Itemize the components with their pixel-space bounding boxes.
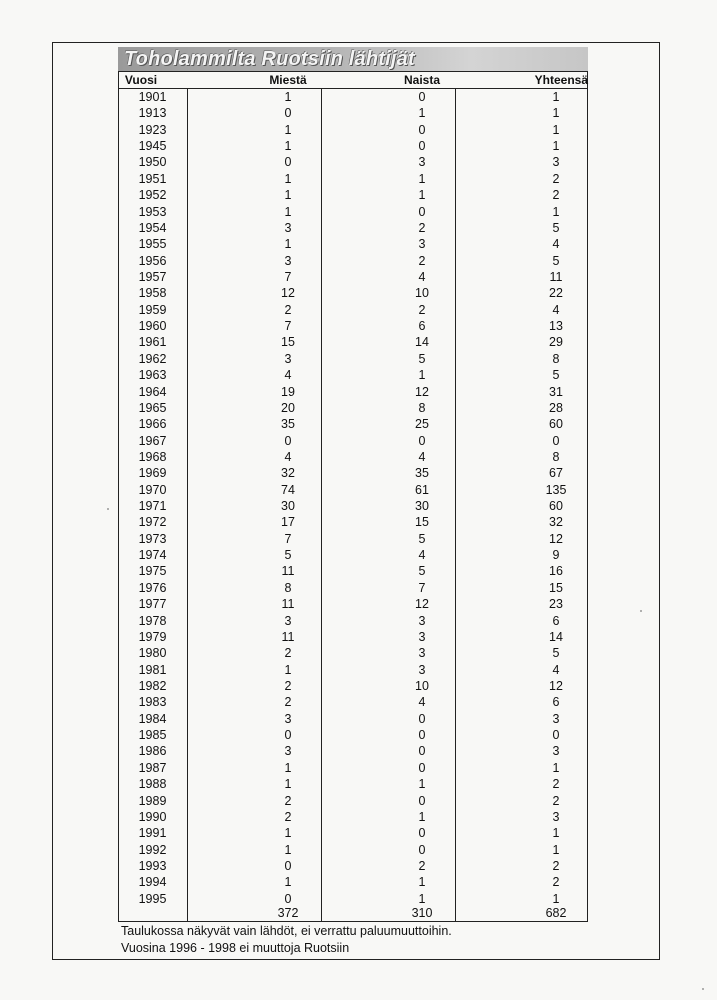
row-year: 1970 (138, 482, 167, 497)
row-men: 11 (281, 564, 295, 579)
row-total: 4 (552, 302, 560, 317)
row-year: 1956 (138, 253, 167, 268)
row-year: 1992 (138, 842, 167, 857)
row-women: 25 (415, 417, 429, 432)
row-year: 1950 (138, 155, 167, 170)
row-men: 1 (284, 662, 292, 677)
row-women: 61 (415, 482, 429, 497)
row-total: 8 (552, 351, 560, 366)
row-men: 17 (281, 515, 295, 530)
row-year: 1967 (138, 433, 167, 448)
row-total: 2 (552, 171, 560, 186)
row-year: 1968 (138, 449, 167, 464)
row-total: 1 (552, 842, 560, 857)
total-all: 682 (545, 906, 567, 920)
row-total: 4 (552, 237, 560, 252)
row-men: 32 (281, 466, 295, 481)
row-women: 4 (418, 270, 426, 284)
row-men: 3 (284, 253, 292, 268)
row-women: 3 (418, 662, 426, 677)
row-year: 1973 (138, 531, 167, 546)
row-total: 0 (552, 433, 560, 448)
row-total: 6 (552, 695, 560, 710)
row-women: 1 (418, 368, 426, 383)
row-year: 1986 (138, 744, 167, 759)
row-men: 1 (284, 777, 292, 792)
row-total: 8 (552, 449, 560, 464)
row-total: 5 (552, 646, 560, 661)
row-total: 9 (552, 548, 560, 563)
row-women: 1 (418, 777, 426, 792)
row-women: 0 (418, 122, 426, 137)
row-total: 135 (545, 482, 567, 497)
row-men: 35 (281, 417, 295, 432)
row-men: 3 (284, 744, 292, 759)
row-women: 1 (418, 891, 426, 906)
row-men: 3 (284, 711, 292, 726)
row-year: 1951 (138, 171, 167, 186)
row-women: 3 (418, 613, 426, 628)
row-year: 1984 (138, 711, 167, 726)
note-no-moves: Vuosina 1996 - 1998 ei muuttoja Ruotsiin (121, 941, 350, 955)
row-total: 60 (549, 499, 563, 513)
row-women: 2 (418, 858, 426, 873)
row-total: 23 (549, 597, 563, 612)
row-men: 0 (284, 155, 292, 170)
table-title: Toholammilta Ruotsiin lähtijät (124, 48, 415, 70)
row-women: 10 (415, 679, 429, 693)
row-women: 3 (418, 237, 426, 252)
note-returns: Taulukossa näkyvät vain lähdöt, ei verrattu paluumuuttoihin. (121, 924, 452, 938)
row-total: 22 (549, 286, 563, 301)
row-men: 1 (284, 237, 292, 252)
row-total: 3 (552, 744, 560, 759)
row-year: 1963 (138, 368, 167, 383)
row-year: 1952 (138, 188, 167, 203)
row-year: 1964 (138, 384, 167, 399)
row-year: 1991 (138, 826, 167, 841)
row-women: 4 (418, 548, 426, 563)
row-men: 30 (281, 499, 295, 513)
row-total: 1 (552, 139, 560, 154)
row-women: 5 (418, 531, 426, 546)
row-total: 3 (552, 155, 560, 170)
row-total: 15 (549, 580, 563, 595)
row-men: 0 (284, 728, 292, 742)
row-total: 1 (552, 826, 560, 841)
title-banner (118, 47, 588, 71)
row-year: 1977 (138, 597, 167, 612)
row-men: 3 (284, 613, 292, 628)
row-men: 0 (284, 891, 292, 906)
row-women: 2 (418, 253, 426, 268)
row-men: 20 (281, 400, 295, 415)
row-women: 0 (418, 793, 426, 808)
row-men: 7 (284, 270, 292, 284)
header-women: Naista (403, 73, 441, 87)
row-men: 12 (281, 286, 295, 301)
row-women: 15 (415, 515, 429, 530)
total-women: 310 (411, 906, 433, 920)
row-women: 3 (418, 155, 426, 170)
row-men: 19 (281, 384, 295, 399)
row-year: 1954 (138, 220, 167, 235)
row-women: 0 (418, 842, 426, 857)
row-total: 4 (552, 662, 560, 677)
row-women: 0 (418, 826, 426, 841)
row-men: 2 (284, 793, 292, 808)
row-men: 11 (281, 629, 295, 644)
header-total: Yhteensä (534, 73, 588, 87)
row-women: 4 (418, 695, 426, 710)
row-women: 10 (415, 286, 429, 301)
row-men: 3 (284, 220, 292, 235)
row-year: 1957 (138, 270, 167, 284)
row-women: 1 (418, 875, 426, 890)
row-women: 0 (418, 760, 426, 775)
row-year: 1959 (138, 302, 167, 317)
row-year: 1995 (138, 891, 167, 906)
row-women: 8 (418, 400, 426, 415)
row-women: 0 (418, 744, 426, 759)
row-men: 7 (284, 319, 292, 333)
row-total: 0 (552, 728, 560, 742)
row-total: 12 (549, 679, 563, 693)
row-year: 1965 (138, 400, 167, 415)
row-women: 2 (418, 220, 426, 235)
row-women: 1 (418, 106, 426, 121)
row-year: 1962 (138, 351, 167, 366)
row-women: 0 (418, 728, 426, 742)
row-year: 1913 (138, 106, 167, 121)
row-women: 5 (418, 564, 426, 579)
row-women: 3 (418, 629, 426, 644)
row-total: 14 (549, 629, 563, 644)
row-total: 1 (552, 204, 560, 219)
row-men: 1 (284, 826, 292, 841)
row-total: 1 (552, 122, 560, 137)
row-women: 12 (415, 384, 429, 399)
row-total: 3 (552, 809, 560, 824)
row-women: 1 (418, 171, 426, 186)
row-men: 2 (284, 679, 292, 693)
header-men: Miestä (269, 73, 307, 87)
row-men: 74 (281, 482, 295, 497)
row-men: 1 (284, 139, 292, 154)
row-total: 3 (552, 711, 560, 726)
row-women: 35 (415, 466, 429, 481)
row-year: 1958 (138, 286, 167, 301)
row-year: 1981 (138, 662, 167, 677)
scan-speck (107, 508, 109, 510)
row-year: 1953 (138, 204, 167, 219)
row-women: 7 (418, 580, 426, 595)
row-women: 1 (418, 809, 426, 824)
row-women: 30 (415, 499, 429, 513)
row-total: 32 (549, 515, 563, 530)
row-men: 1 (284, 171, 292, 186)
row-year: 1945 (138, 139, 167, 154)
row-total: 31 (549, 384, 563, 399)
row-total: 29 (549, 335, 563, 350)
row-women: 0 (418, 433, 426, 448)
row-women: 6 (418, 319, 426, 333)
row-men: 11 (281, 597, 295, 612)
row-men: 1 (284, 204, 292, 219)
row-men: 2 (284, 646, 292, 661)
row-year: 1960 (138, 319, 167, 333)
scan-speck (640, 610, 642, 612)
row-year: 1989 (138, 793, 167, 808)
row-men: 3 (284, 351, 292, 366)
row-women: 2 (418, 302, 426, 317)
row-total: 2 (552, 777, 560, 792)
row-year: 1972 (138, 515, 167, 530)
row-women: 0 (418, 204, 426, 219)
row-total: 2 (552, 858, 560, 873)
row-year: 1975 (138, 564, 167, 579)
row-year: 1971 (138, 499, 167, 513)
header-year: Vuosi (124, 73, 158, 87)
row-total: 5 (552, 253, 560, 268)
row-total: 11 (549, 270, 563, 284)
row-year: 1955 (138, 237, 167, 252)
row-year: 1923 (138, 122, 167, 137)
row-total: 12 (549, 531, 563, 546)
row-total: 1 (552, 90, 560, 104)
row-women: 3 (418, 646, 426, 661)
row-year: 1966 (138, 417, 167, 432)
row-men: 2 (284, 302, 292, 317)
row-women: 5 (418, 351, 426, 366)
row-men: 4 (284, 368, 292, 383)
row-men: 0 (284, 433, 292, 448)
row-year: 1979 (138, 629, 167, 644)
row-men: 2 (284, 809, 292, 824)
row-total: 2 (552, 793, 560, 808)
row-total: 2 (552, 875, 560, 890)
row-year: 1901 (138, 90, 167, 104)
row-women: 0 (418, 139, 426, 154)
row-men: 7 (284, 531, 292, 546)
row-year: 1990 (138, 809, 167, 824)
row-total: 60 (549, 417, 563, 432)
row-women: 0 (418, 90, 426, 104)
row-women: 1 (418, 188, 426, 203)
row-total: 1 (552, 106, 560, 121)
row-men: 1 (284, 842, 292, 857)
row-year: 1993 (138, 858, 167, 873)
row-year: 1974 (138, 548, 167, 563)
row-women: 4 (418, 449, 426, 464)
row-year: 1976 (138, 580, 167, 595)
row-total: 2 (552, 188, 560, 203)
row-total: 6 (552, 613, 560, 628)
row-men: 4 (284, 449, 292, 464)
row-year: 1978 (138, 613, 167, 628)
row-year: 1985 (138, 728, 167, 742)
row-men: 1 (284, 188, 292, 203)
row-total: 28 (549, 400, 563, 415)
row-men: 1 (284, 760, 292, 775)
row-year: 1994 (138, 875, 167, 890)
row-total: 5 (552, 368, 560, 383)
scan-speck (702, 988, 704, 990)
row-men: 0 (284, 858, 292, 873)
row-total: 16 (549, 564, 563, 579)
row-total: 67 (549, 466, 563, 481)
row-men: 15 (281, 335, 295, 350)
row-men: 0 (284, 106, 292, 121)
row-year: 1988 (138, 777, 167, 792)
row-year: 1983 (138, 695, 167, 710)
row-women: 0 (418, 711, 426, 726)
row-year: 1982 (138, 679, 167, 693)
row-total: 5 (552, 220, 560, 235)
row-men: 5 (284, 548, 292, 563)
row-year: 1987 (138, 760, 167, 775)
total-men: 372 (277, 906, 299, 920)
row-men: 1 (284, 875, 292, 890)
row-men: 1 (284, 122, 292, 137)
row-men: 2 (284, 695, 292, 710)
row-total: 1 (552, 760, 560, 775)
row-year: 1980 (138, 646, 167, 661)
row-women: 14 (415, 335, 429, 350)
row-women: 12 (415, 597, 429, 612)
row-total: 13 (549, 319, 563, 333)
row-year: 1969 (138, 466, 167, 481)
row-total: 1 (552, 891, 560, 906)
row-year: 1961 (138, 335, 167, 350)
row-men: 1 (284, 90, 292, 104)
row-men: 8 (284, 580, 292, 595)
